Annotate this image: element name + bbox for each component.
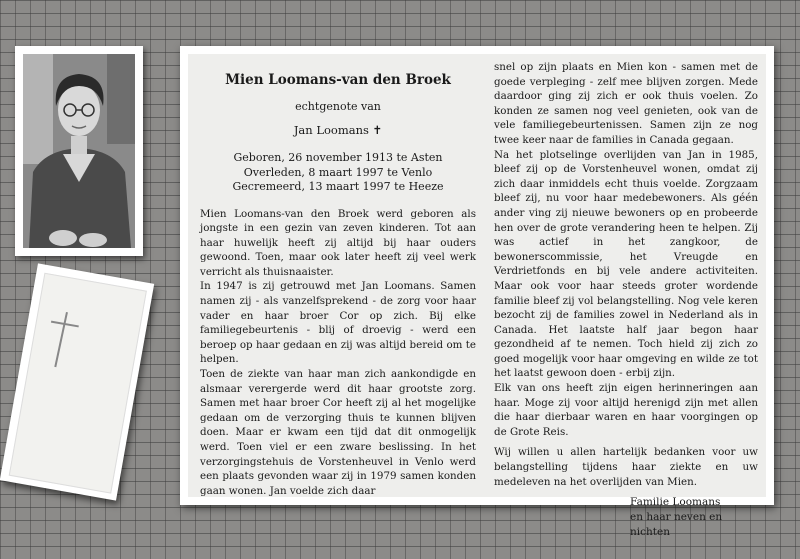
spouse-prefix: echtgenote van <box>295 100 381 113</box>
death-date: Overleden, 8 maart 1997 te Venlo <box>243 165 433 179</box>
signature-family: Familie Loomans <box>630 496 721 509</box>
signature <box>630 495 758 540</box>
paragraph: Na het plotselinge overlijden van Jan in 1985, bleef zij op de Vorstenheuvel wonen, omdat zij zich daar inmiddels echt thuis voelde. Zorgzaam bleef zij, nu voor haar medebewoners. Als géén ander ving zij nieuwe bewoners op en probeerde hen over de grote verandering heen te helpen. Zij was actief in het zangkoor, de bewonerscommissie, het Vreugde en Verdrietfonds en bij vele andere activiteiten. Maar ook voor haar steeds groter wordende familie bleef zij vol belangstelling. Nog vele keren bezocht zij de families zowel in Nederland als in Canada. Het laatste half jaar begon haar gezondheid af te nemen. Toch hield zij zich zo goed mogelijk voor haar omgeving en wilde ze tot het laatst gewoon doen - erbij zijn. <box>494 148 758 380</box>
birth-date: Geboren, 26 november 1913 te Asten <box>233 151 443 164</box>
right-column <box>494 60 758 540</box>
life-dates <box>200 151 476 195</box>
portrait-illustration <box>23 54 135 248</box>
paragraph: Toen de ziekte van haar man zich aankondigde en alsmaar verergerde werd dit haar grootste zorg. Samen met haar broer Cor heeft zij al het mogelijke gedaan om de verzorging thuis te kunnen blijven doen. Maar er kwam een tijd dat dit onmogelijk werd. Toen viel er een zware beslissing. In het verzorgingstehuis de Vorstenheuvel in Venlo werd een plaats gevonden waar zij in 1979 samen konden gaan wonen. Jan voelde zich daar <box>200 368 476 497</box>
spouse-name: Jan Loomans ✝ <box>293 122 383 137</box>
memorial-card-frame <box>0 263 154 500</box>
signature-relatives: en haar neven en nichten <box>630 511 723 539</box>
memorial-card <box>9 273 147 494</box>
portrait-photo-frame <box>15 46 143 256</box>
obituary-card-frame <box>180 46 774 539</box>
obituary-text <box>188 54 766 539</box>
paragraph: Wij willen u allen hartelijk bedanken voor uw belangstelling tijdens haar ziekte en uw medeleven na het overlijden van Mien. <box>494 446 758 488</box>
paragraph: Mien Loomans-van den Broek werd geboren als jongste in een gezin van zeven kinderen. Tot aan haar huwelijk heeft zij altijd bij haar ouders gewoond. Toen, maar ook later heeft zij veel werk verricht als thuisnaaister. <box>200 207 476 278</box>
left-column <box>200 66 476 498</box>
cross-icon <box>10 274 146 493</box>
paragraph: Elk van ons heeft zijn eigen herinneringen aan haar. Moge zij voor altijd herenigd zijn met allen die haar dierbaar waren en haar voorgingen op de Grote Reis. <box>494 382 758 438</box>
paragraph: snel op zijn plaats en Mien kon - samen met de goede verpleging - zelf mee blijven zorgen. Mede daardoor ging zij zich er ook thuis voelen. Zo konden ze samen nog veel genieten, ook van de vele familiegebeurtenissen. Samen zijn ze nog twee keer naar de families in Canada gegaan. <box>494 61 758 146</box>
paragraph: In 1947 is zij getrouwd met Jan Loomans. Samen namen zij - als vanzelfsprekend - de zorg voor haar vader en haar broer Cor op zich. Bij elke familiegebeurtenis - blij of droevig - werd een beroep op haar gedaan en zij was altijd bereid om te helpen. <box>200 280 476 366</box>
cremation-date: Gecremeerd, 13 maart 1997 te Heeze <box>232 180 444 193</box>
portrait-photo <box>23 54 135 248</box>
deceased-name: Mien Loomans-van den Broek <box>225 72 451 88</box>
